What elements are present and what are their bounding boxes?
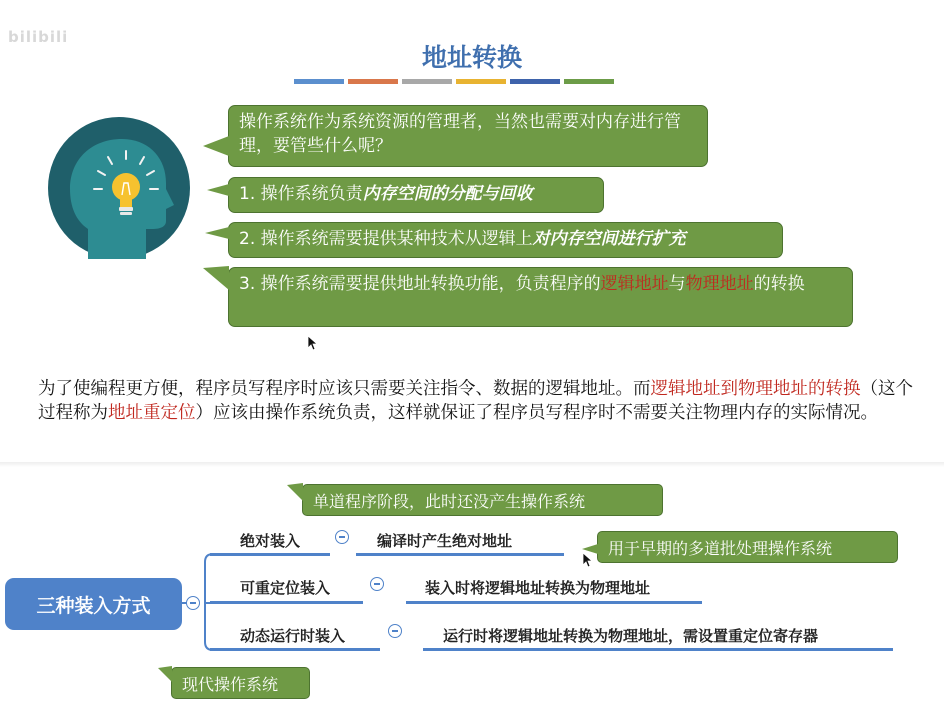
point-1-emphasis: 内存空间的分配与回收: [362, 184, 533, 204]
address-translation-highlight: 逻辑地址到物理地址的转换: [650, 379, 861, 399]
relocation-highlight: 地址重定位: [108, 403, 196, 423]
branch-dynamic-loading[interactable]: 动态运行时装入: [240, 627, 346, 645]
detail-relocatable-loading: 装入时将逻辑地址转换为物理地址: [425, 579, 651, 597]
point-2-bubble: 2. 操作系统需要提供某种技术从逻辑上对内存空间进行扩充: [228, 222, 783, 258]
point-1-bubble: 1. 操作系统负责内存空间的分配与回收: [228, 177, 604, 213]
point-3-bubble: 3. 操作系统需要提供地址转换功能，负责程序的逻辑地址与物理地址的转换: [228, 267, 853, 327]
modern-os-callout: 现代操作系统: [171, 667, 310, 699]
detail-underline: [356, 553, 564, 556]
branch-relocatable-loading[interactable]: 可重定位装入: [240, 579, 331, 597]
logical-address-highlight: 逻辑地址: [600, 274, 669, 294]
branch-underline: [210, 553, 330, 556]
branch-collapse-toggle[interactable]: [388, 624, 402, 638]
branch-absolute-loading[interactable]: 绝对装入: [240, 532, 301, 550]
point-2-emphasis: 对内存空间进行扩充: [532, 229, 686, 249]
intro-text: 操作系统作为系统资源的管理者，当然也需要对内存进行管理，要管些什么呢？: [239, 112, 681, 156]
branch-collapse-toggle[interactable]: [335, 530, 349, 544]
bilibili-watermark: bilibili: [8, 28, 69, 46]
root-collapse-toggle[interactable]: [186, 596, 200, 610]
single-program-callout: 单道程序阶段，此时还没产生操作系统: [302, 484, 663, 516]
branch-collapse-toggle[interactable]: [370, 577, 384, 591]
detail-absolute-loading: 编译时产生绝对地址: [377, 532, 513, 550]
branch-underline: [210, 601, 363, 604]
mindmap-root[interactable]: 三种装入方式: [5, 578, 182, 630]
physical-address-highlight: 物理地址: [685, 274, 754, 294]
mouse-cursor-icon: [582, 552, 594, 568]
page-title: 地址转换: [421, 43, 522, 72]
branch-underline: [210, 648, 380, 651]
detail-dynamic-loading: 运行时将逻辑地址转换为物理地址，需设置重定位寄存器: [443, 627, 819, 645]
early-batch-callout: 用于早期的多道批处理操作系统: [597, 531, 898, 563]
detail-underline: [423, 648, 893, 651]
explanation-paragraph: 为了使编程更方便，程序员写程序时应该只需要关注指令、数据的逻辑地址。而逻辑地址到物理地址的转换（这个过程称为地址重定位）应该由操作系统负责，这样就保证了程序员写程序时不需要关注物理内存的实际情况。: [38, 379, 913, 423]
detail-underline: [406, 601, 702, 604]
